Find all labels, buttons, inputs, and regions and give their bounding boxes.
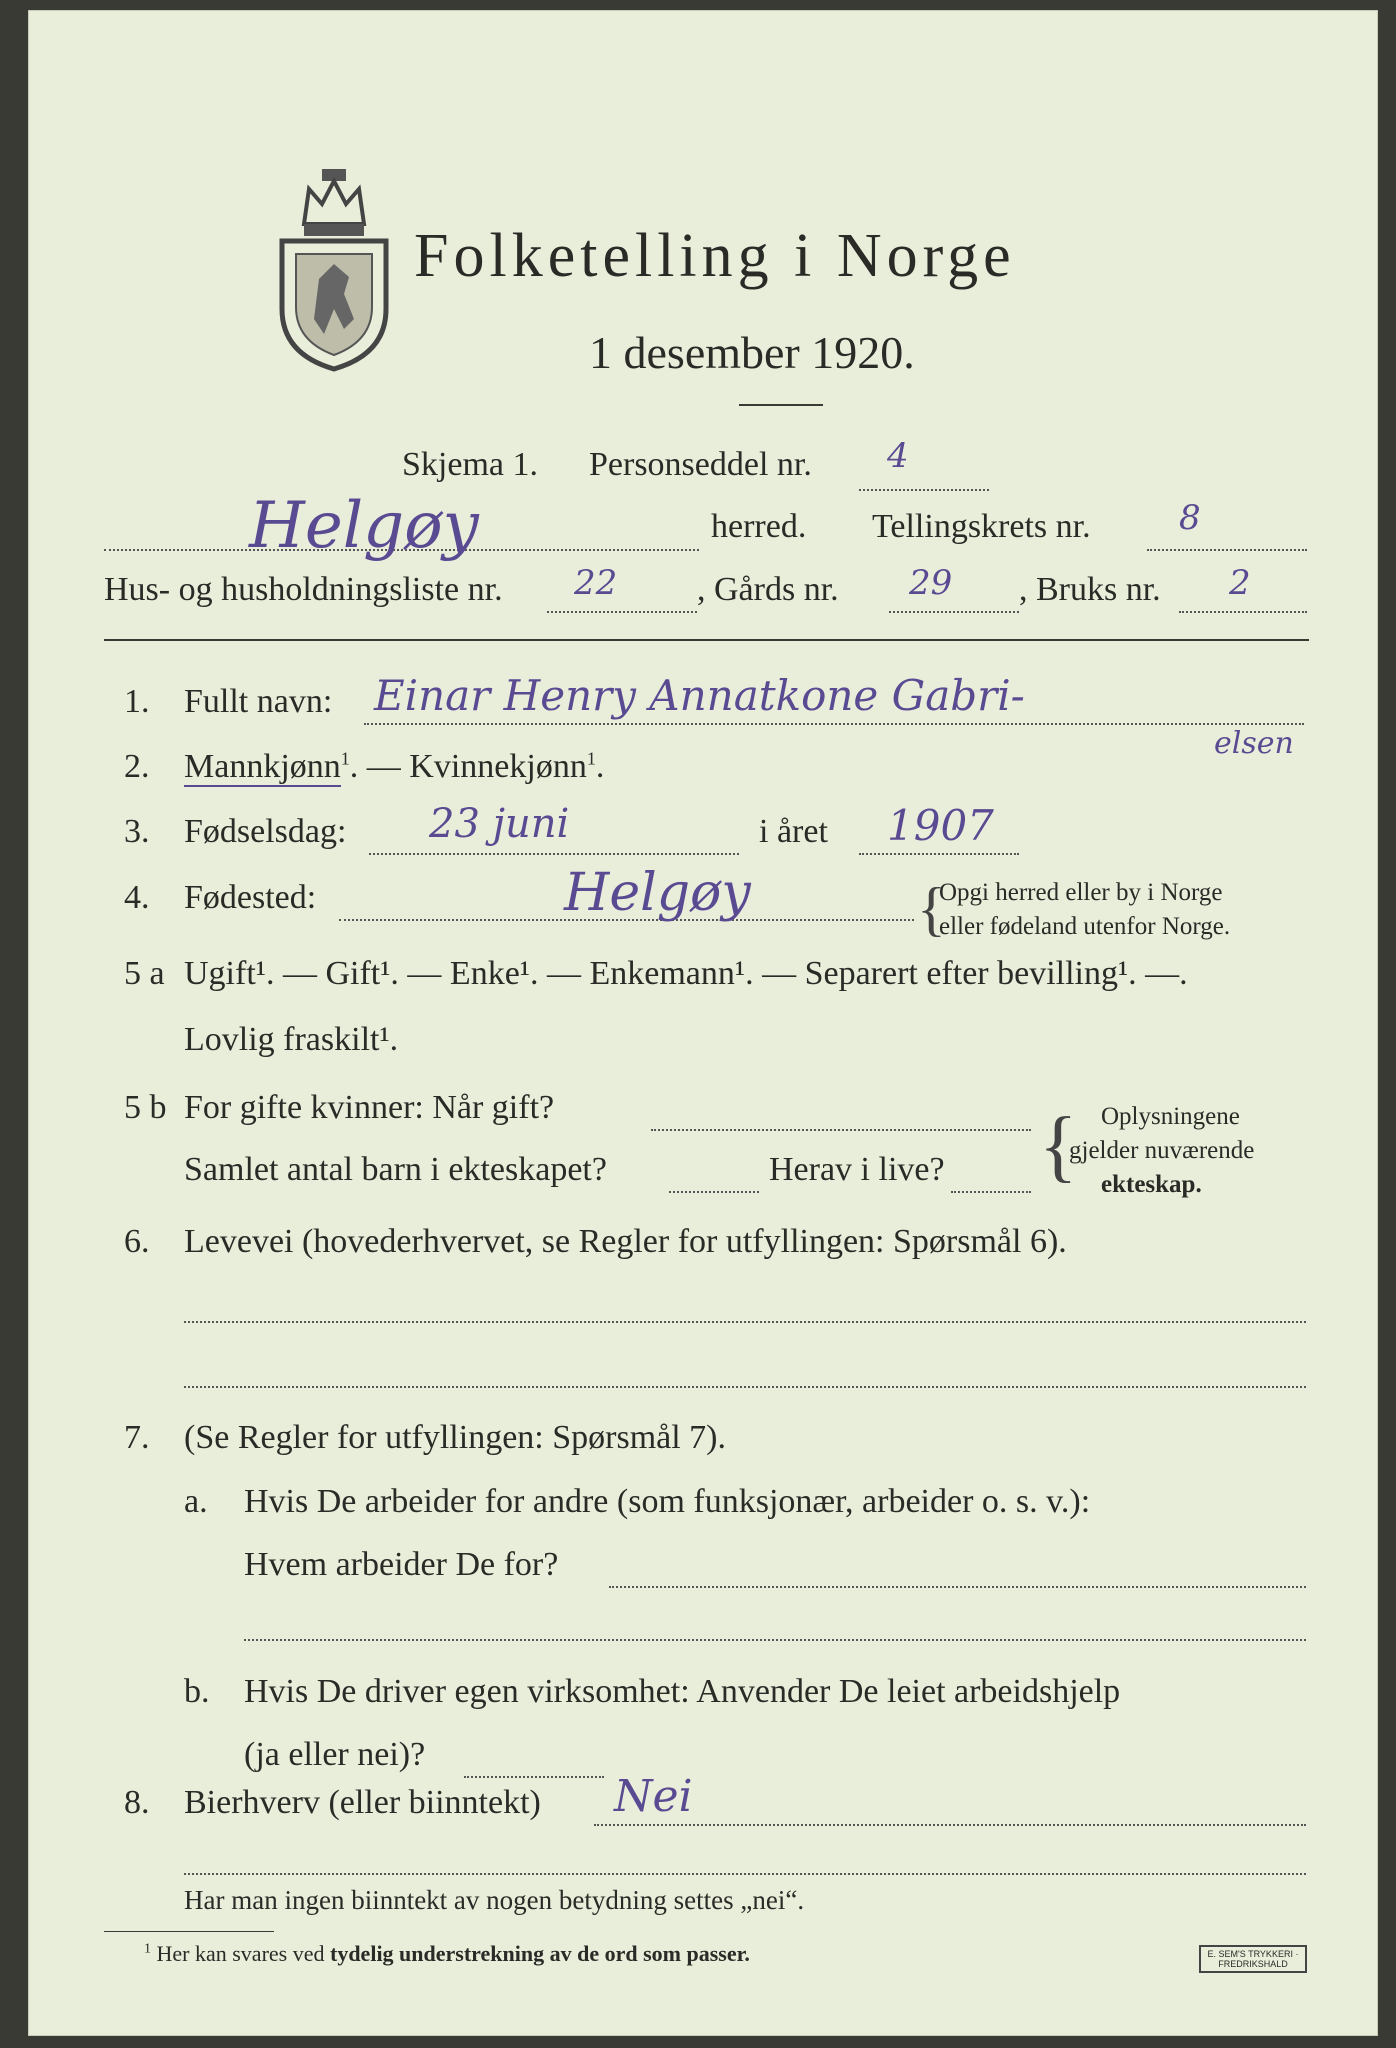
- printer-stamp: E. SEM'S TRYKKERI · FREDRIKSHALD: [1199, 1945, 1307, 1973]
- q2-sup: 1: [340, 748, 350, 769]
- bruks-label: , Bruks nr.: [1019, 571, 1161, 608]
- footnote: [144, 1941, 750, 1967]
- husholdningsliste-line: [547, 611, 697, 613]
- census-form: [28, 10, 1378, 2036]
- q7a-number: a.: [184, 1483, 208, 1520]
- q5b-brace: {: [1039, 1102, 1078, 1190]
- q7b-answer-line: [464, 1776, 604, 1778]
- q2-female-option[interactable]: Kvinnekjønn: [409, 748, 587, 785]
- herred-value: Helgøy: [249, 489, 479, 563]
- q5b-number: 5 b: [124, 1089, 167, 1126]
- q7b-number: b.: [184, 1673, 210, 1710]
- footnote-mark: 1: [144, 1941, 151, 1957]
- q1-label: Fullt navn:: [184, 683, 333, 720]
- q3-year-label: i året: [759, 813, 828, 850]
- norway-coat-of-arms-icon: [274, 169, 394, 374]
- q4-value: Helgøy: [564, 863, 751, 923]
- q8-label: Bierhverv (eller biinntekt): [184, 1784, 541, 1821]
- q5b-children-label: Samlet antal barn i ekteskapet?: [184, 1151, 607, 1188]
- q5b-note-line3: ekteskap.: [1101, 1171, 1202, 1198]
- q2-male-option[interactable]: Mannkjønn: [184, 748, 341, 785]
- q7a-answer-line: [609, 1586, 1306, 1588]
- tellingskrets-label: Tellingskrets nr.: [872, 508, 1091, 545]
- q6-number: 6.: [124, 1223, 150, 1260]
- nei-instruction: Har man ingen biinntekt av nogen betydning settes „nei“.: [184, 1885, 805, 1915]
- title-divider: [739, 404, 823, 406]
- personseddel-line: [859, 489, 989, 491]
- herred-label: herred.: [711, 508, 807, 545]
- q3-line: [369, 853, 739, 855]
- gards-line: [889, 611, 1019, 613]
- q7b-line2: (ja eller nei)?: [244, 1736, 426, 1773]
- header-rule: [104, 639, 1309, 641]
- q1-value: Einar Henry Annatkone Gabri-: [374, 671, 1025, 720]
- q1-line: [364, 723, 1304, 725]
- q7a-line1: Hvis De arbeider for andre (som funksjonær, arbeider o. s. v.):: [244, 1483, 1091, 1520]
- gards-value: 29: [909, 563, 953, 603]
- q5a-line2: Lovlig fraskilt¹.: [184, 1021, 399, 1058]
- q2-number: 2.: [124, 748, 150, 785]
- q7b-line1: Hvis De driver egen virksomhet: Anvender De leiet arbeidshjelp: [244, 1673, 1121, 1710]
- footnote-bold-text: tydelig understrekning av de ord som passer.: [330, 1941, 750, 1966]
- q8-number: 8.: [124, 1784, 150, 1821]
- q5b-children-line: [669, 1191, 759, 1193]
- q5b-note-line2: gjelder nuværende: [1069, 1137, 1255, 1164]
- q8-answer-line2: [184, 1873, 1306, 1875]
- q6-label: Levevei (hovederhvervet, se Regler for utfyllingen: Spørsmål 6).: [184, 1223, 1067, 1260]
- q7a-answer-line2: [244, 1639, 1306, 1641]
- q5b-note-line1: Oplysningene: [1101, 1103, 1240, 1130]
- q6-answer-line2: [184, 1386, 1306, 1388]
- personseddel-label: Personseddel nr.: [589, 446, 812, 483]
- q5a-number: 5 a: [124, 955, 165, 992]
- bruks-line: [1179, 611, 1307, 613]
- q3-number: 3.: [124, 813, 150, 850]
- tellingskrets-value: 8: [1179, 498, 1201, 538]
- skjema-label: Skjema 1.: [402, 446, 538, 483]
- gards-label: , Gårds nr.: [697, 571, 839, 608]
- q3-year-line: [859, 853, 1019, 855]
- q2-sep: . —: [349, 748, 410, 785]
- q5b-alive-label: Herav i live?: [769, 1151, 945, 1188]
- q8-answer-line: [594, 1824, 1306, 1826]
- census-date: 1 desember 1920.: [589, 327, 915, 378]
- q6-answer-line1: [184, 1321, 1306, 1323]
- q4-brace: {: [917, 876, 946, 942]
- tellingskrets-line: [1147, 549, 1307, 551]
- q2-options: Mannkjønn$^1$. — Kvinnekjønn$^1$.: [184, 748, 605, 785]
- q3-label: Fødselsdag:: [184, 813, 347, 850]
- q5b-alive-line: [951, 1191, 1031, 1193]
- q4-label: Fødested:: [184, 879, 317, 916]
- q1-number: 1.: [124, 683, 150, 720]
- personseddel-value: 4: [887, 436, 909, 476]
- q1-value-cont: elsen: [1214, 726, 1294, 761]
- footnote-rule: [104, 1931, 274, 1932]
- q3-year-value: 1907: [887, 801, 994, 850]
- bruks-value: 2: [1229, 563, 1251, 603]
- husholdningsliste-label: Hus- og husholdningsliste nr.: [104, 571, 503, 608]
- q4-number: 4.: [124, 879, 150, 916]
- q4-note-line2: eller fødeland utenfor Norge.: [939, 913, 1231, 940]
- q7-label: (Se Regler for utfyllingen: Spørsmål 7).: [184, 1419, 727, 1456]
- form-title: Folketelling i Norge: [414, 222, 1016, 290]
- q2-female-sup: 1: [586, 748, 596, 769]
- husholdningsliste-value: 22: [574, 563, 618, 603]
- q5a-line1: Ugift¹. — Gift¹. — Enke¹. — Enkemann¹. — Separert efter bevilling¹. —.: [184, 955, 1188, 992]
- q5b-married-line: [651, 1129, 1031, 1131]
- q5b-line1: For gifte kvinner: Når gift?: [184, 1089, 555, 1126]
- q4-note-line1: Opgi herred eller by i Norge: [939, 879, 1223, 906]
- footnote-text: Her kan svares ved: [156, 1941, 330, 1966]
- q7-number: 7.: [124, 1419, 150, 1456]
- q8-value: Nei: [614, 1771, 693, 1822]
- q3-value: 23 juni: [429, 801, 570, 847]
- q7a-line2: Hvem arbeider De for?: [244, 1546, 559, 1583]
